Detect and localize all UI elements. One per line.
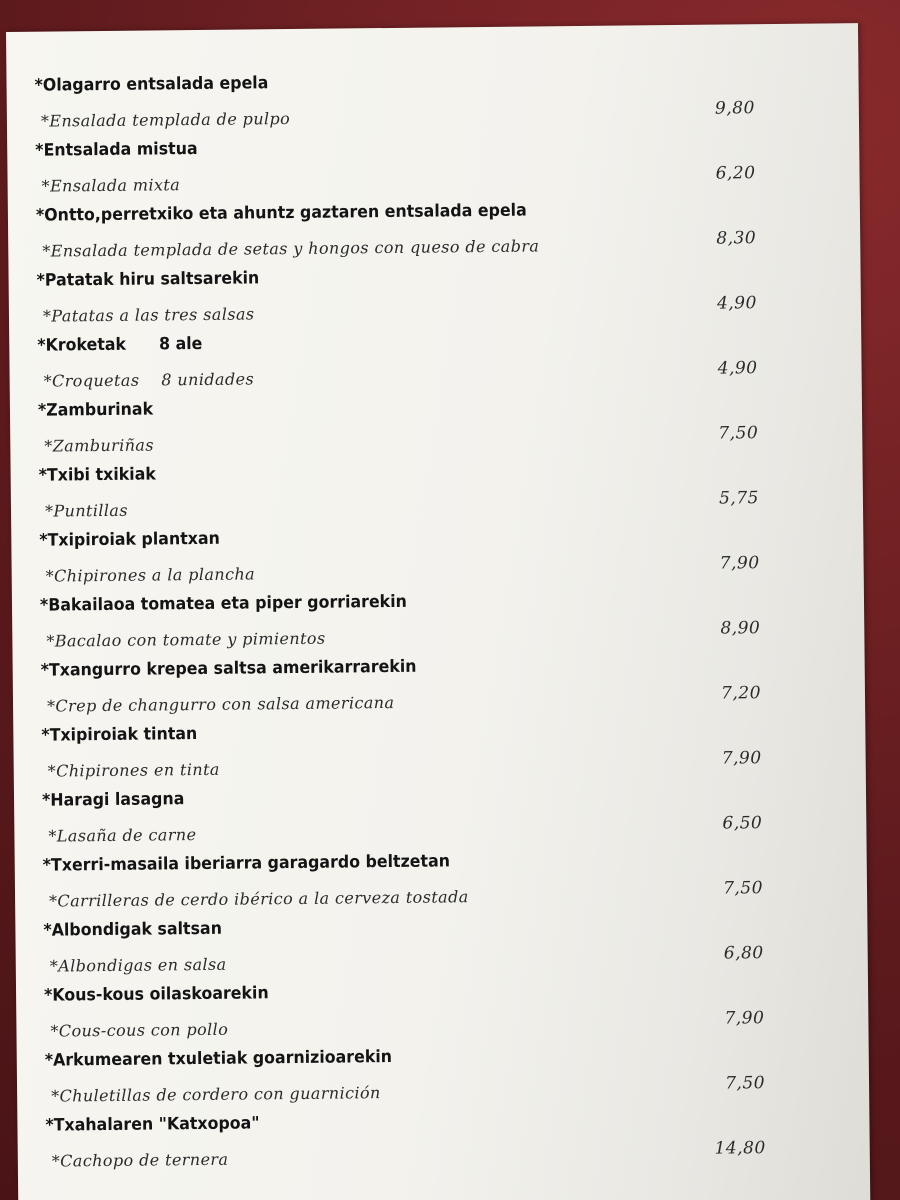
dish-price: 6,50 — [722, 813, 763, 834]
menu-list — [34, 68, 766, 1180]
dish-name-basque: *Txangurro krepea saltsa amerikarrarekin — [40, 656, 417, 681]
dish-name-spanish: *Carrilleras de cerdo ibérico a la cerveza tostada — [49, 887, 469, 911]
dish-name-spanish: *Albondigas en salsa — [49, 954, 227, 976]
dish-price: 7,90 — [719, 553, 760, 574]
dish-price: 9,80 — [714, 98, 755, 119]
menu-item — [39, 523, 760, 596]
menu-item — [36, 198, 757, 271]
dish-price: 7,90 — [724, 1008, 765, 1029]
dish-price: 7,20 — [721, 683, 762, 704]
menu-item — [37, 263, 758, 336]
dish-price: 7,50 — [718, 423, 759, 444]
dish-name-spanish: *Zamburiñas — [44, 435, 155, 456]
dish-price: 7,90 — [721, 748, 762, 769]
menu-item — [39, 458, 760, 531]
menu-item — [40, 588, 761, 661]
dish-name-basque: *Bakailaoa tomatea eta piper gorriarekin — [39, 591, 407, 616]
dish-price: 8,90 — [720, 618, 761, 639]
dish-name-basque: *Zamburinak — [37, 399, 154, 421]
dish-name-spanish: *Cous-cous con pollo — [50, 1019, 229, 1041]
dish-name-basque: *Albondigak saltsan — [43, 918, 223, 941]
dish-name-spanish: *Crep de changurro con salsa americana — [46, 692, 395, 716]
dish-name-spanish: *Bacalao con tomate y pimientos — [46, 628, 326, 651]
menu-item — [43, 848, 764, 921]
menu-item — [44, 978, 765, 1051]
dish-name-basque: *Txerri-masaila iberiarra garagardo beltzetan — [42, 851, 451, 876]
dish-name-spanish: *Chipirones en tinta — [47, 759, 220, 781]
dish-name-basque: *Kroketak 8 ale — [37, 333, 203, 356]
menu-item — [43, 913, 764, 986]
dish-name-basque: *Haragi lasagna — [41, 789, 185, 811]
dish-name-basque: *Txahalaren "Katxopoa" — [45, 1113, 260, 1136]
menu-paper — [6, 23, 871, 1200]
dish-name-spanish: *Ensalada templada de setas y hongos con queso de cabra — [42, 236, 540, 261]
dish-price: 8,30 — [716, 228, 757, 249]
menu-item — [42, 783, 763, 856]
menu-item — [45, 1043, 766, 1116]
menu-item — [41, 653, 762, 726]
dish-name-spanish: *Lasaña de carne — [48, 825, 197, 846]
dish-name-spanish: *Croquetas 8 unidades — [43, 369, 255, 391]
dish-price: 4,90 — [716, 293, 757, 314]
menu-item — [37, 328, 758, 401]
dish-price: 5,75 — [718, 488, 760, 509]
dish-name-basque: *Entsalada mistua — [35, 139, 198, 161]
dish-name-basque: *Patatak hiru saltsarekin — [36, 268, 260, 291]
dish-name-spanish: *Puntillas — [44, 500, 129, 521]
dish-price: 6,80 — [723, 943, 764, 964]
dish-name-spanish: *Cachopo de ternera — [51, 1149, 229, 1171]
dish-name-spanish: *Ensalada mixta — [41, 175, 181, 196]
dish-name-basque: *Arkumearen txuletiak goarnizioarekin — [44, 1047, 393, 1071]
dish-name-basque: *Olagarro entsalada epela — [34, 73, 269, 96]
menu-item — [35, 133, 756, 206]
dish-name-basque: *Txipiroiak plantxan — [39, 528, 220, 551]
dish-name-basque: *Txipiroiak tintan — [41, 724, 198, 746]
dish-name-spanish: *Ensalada templada de pulpo — [40, 109, 291, 131]
menu-item — [45, 1108, 766, 1181]
dish-name-basque: *Txibi txikiak — [38, 464, 156, 486]
menu-item — [34, 68, 755, 141]
dish-name-basque: *Ontto,perretxiko eta ahuntz gaztaren entsalada epela — [35, 200, 527, 226]
dish-price: 7,50 — [725, 1073, 766, 1094]
dish-price: 7,50 — [723, 878, 764, 899]
dish-price: 4,90 — [717, 358, 758, 379]
dish-price: 14,80 — [714, 1138, 766, 1159]
dish-name-spanish: *Patatas a las tres salsas — [42, 304, 255, 326]
dish-name-spanish: *Chuletillas de cordero con guarnición — [51, 1083, 381, 1106]
menu-item — [41, 718, 762, 791]
dish-name-basque: *Kous-kous oilaskoarekin — [43, 983, 269, 1006]
menu-item — [38, 393, 759, 466]
dish-name-spanish: *Chipirones a la plancha — [45, 564, 256, 586]
dish-price: 6,20 — [715, 163, 756, 184]
